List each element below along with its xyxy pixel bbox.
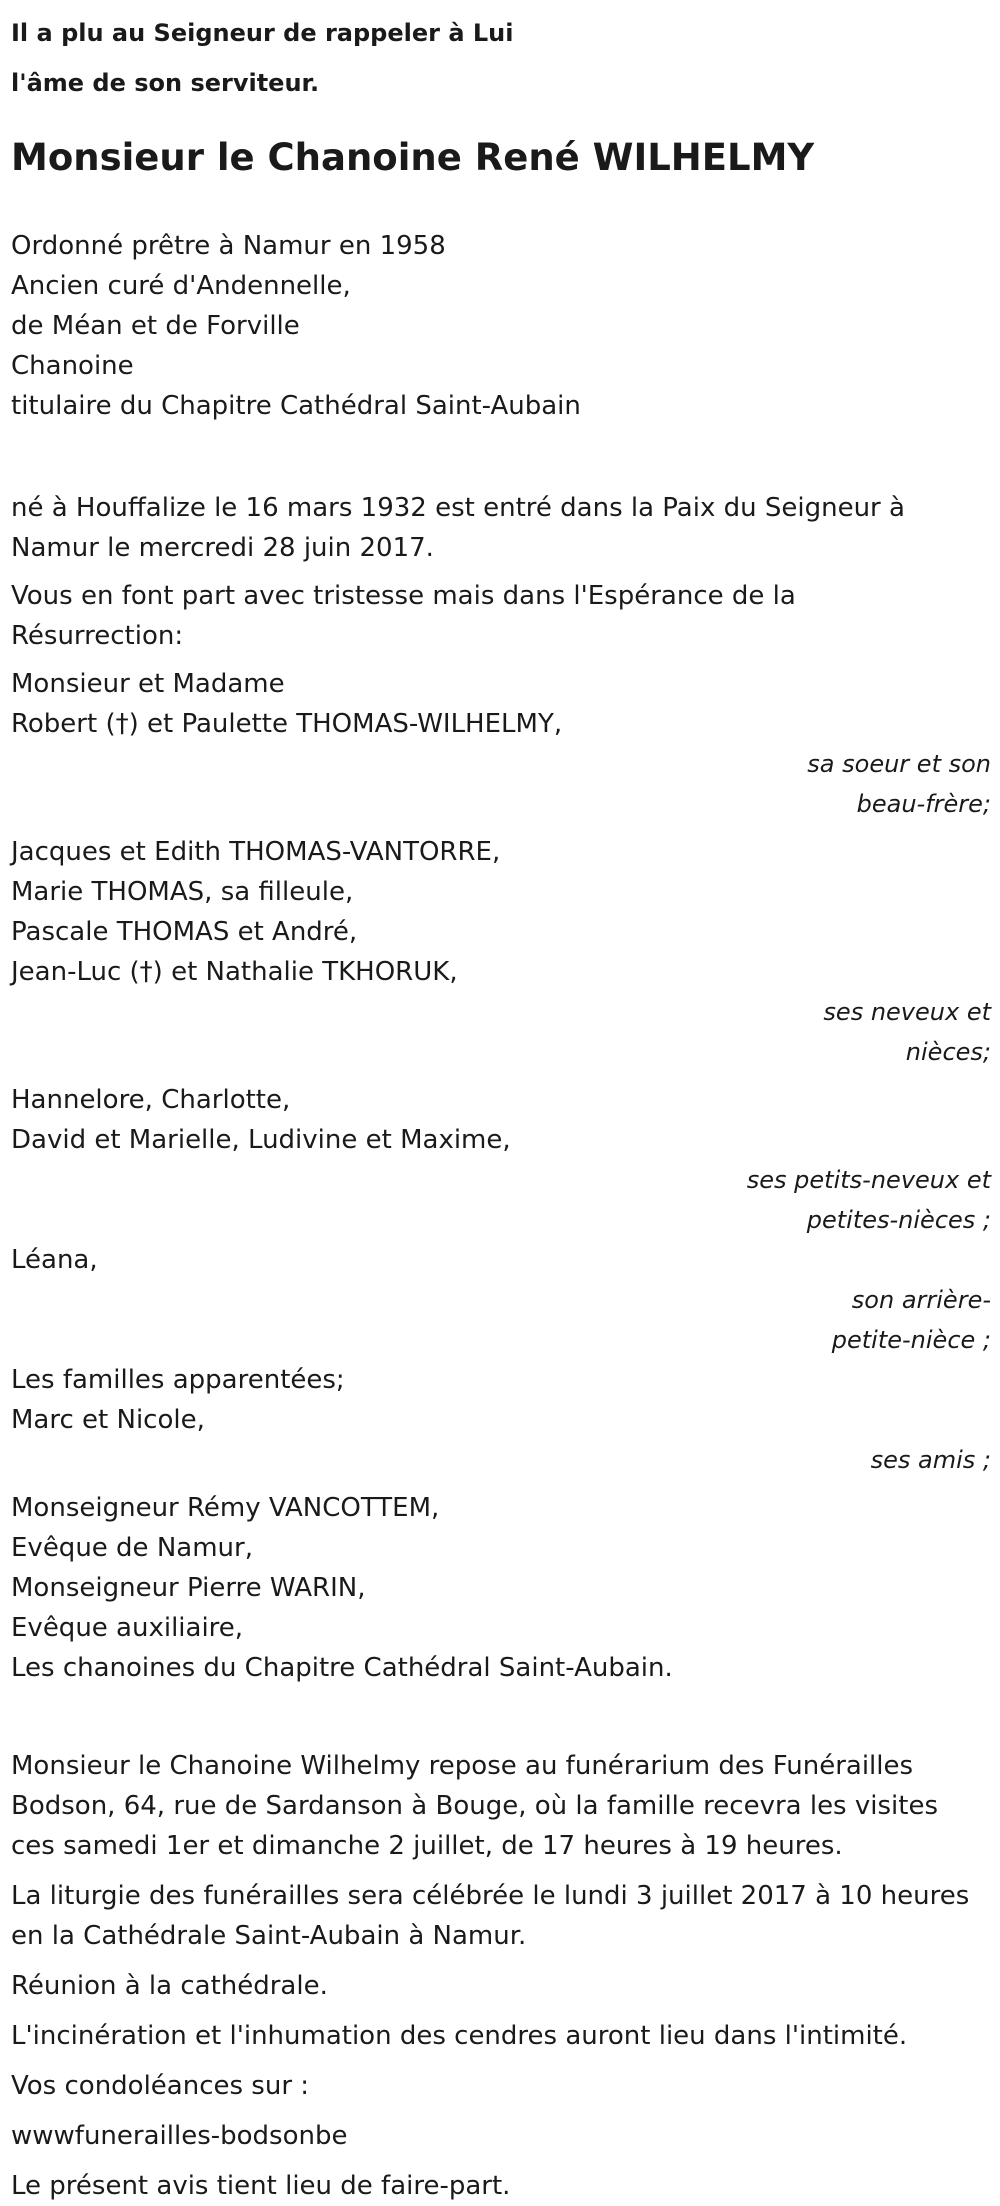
clergy-line: Monseigneur Pierre WARIN, xyxy=(11,1573,366,1603)
funerarium-block xyxy=(11,1746,990,1866)
liturgy-line: en la Cathédrale Saint-Aubain à Namur. xyxy=(11,1921,527,1951)
condolences-label: Vos condoléances sur : xyxy=(11,2071,310,2101)
family-group xyxy=(11,832,990,1072)
family-name-line: Marie THOMAS, sa filleule, xyxy=(11,877,354,907)
relation-line: nièces; xyxy=(905,1038,991,1066)
family-group xyxy=(11,1360,990,1480)
relation-line: beau-frère; xyxy=(856,790,991,818)
intro-line: l'âme de son serviteur. xyxy=(11,69,320,97)
family-group xyxy=(11,1080,990,1240)
family-name-line: Marc et Nicole, xyxy=(11,1405,205,1435)
clergy-line: Evêque auxiliaire, xyxy=(11,1613,244,1643)
relation-line: son arrière- xyxy=(851,1286,991,1314)
birth-death-block xyxy=(11,488,990,568)
family-name-line: Jean-Luc (†) et Nathalie TKHORUK, xyxy=(11,957,458,987)
closing-text: Le présent avis tient lieu de faire-part. xyxy=(11,2171,511,2201)
funerarium-line: Monsieur le Chanoine Wilhelmy repose au funérarium des Funérailles xyxy=(11,1751,914,1781)
status-line: titulaire du Chapitre Cathédral Saint-Aubain xyxy=(11,391,581,421)
website-link[interactable]: wwwfunerailles-bodsonbe xyxy=(11,2121,348,2151)
reunion-text: Réunion à la cathédrale. xyxy=(11,1971,328,2001)
incineration-text: L'incinération et l'inhumation des cendres auront lieu dans l'intimité. xyxy=(11,2021,908,2051)
status-block xyxy=(11,226,990,426)
relation-label xyxy=(11,744,991,824)
relation-line: ses amis ; xyxy=(870,1446,991,1474)
relation-line: petites-nièces ; xyxy=(806,1206,991,1234)
clergy-line: Les chanoines du Chapitre Cathédral Saint-Aubain. xyxy=(11,1653,673,1683)
relation-label xyxy=(11,1440,991,1480)
funerarium-line: Bodson, 64, rue de Sardanson à Bouge, où la famille recevra les visites xyxy=(11,1791,938,1821)
relation-line: petite-nièce ; xyxy=(831,1326,991,1354)
family-name-line: David et Marielle, Ludivine et Maxime, xyxy=(11,1125,511,1155)
relation-label xyxy=(11,992,991,1072)
intro-line: Il a plu au Seigneur de rappeler à Lui xyxy=(11,19,514,47)
clergy-block xyxy=(11,1488,990,1688)
relation-label xyxy=(11,1280,991,1360)
family-name-line: Pascale THOMAS et André, xyxy=(11,917,358,947)
family-group xyxy=(11,1240,990,1360)
family-group xyxy=(11,664,990,824)
status-line: Ancien curé d'Andennelle, xyxy=(11,271,351,301)
liturgy-line: La liturgie des funérailles sera célébrée le lundi 3 juillet 2017 à 10 heures xyxy=(11,1881,970,1911)
clergy-line: Evêque de Namur, xyxy=(11,1533,253,1563)
relation-line: ses petits-neveux et xyxy=(746,1166,991,1194)
status-line: Chanoine xyxy=(11,351,134,381)
announcement-line: Résurrection: xyxy=(11,621,184,651)
clergy-line: Monseigneur Rémy VANCOTTEM, xyxy=(11,1493,440,1523)
relation-label xyxy=(11,1160,991,1240)
intro xyxy=(11,0,990,108)
relation-line: sa soeur et son xyxy=(807,750,991,778)
funerarium-line: ces samedi 1er et dimanche 2 juillet, de 17 heures à 19 heures. xyxy=(11,1831,843,1861)
family-name-line: Hannelore, Charlotte, xyxy=(11,1085,291,1115)
birth-death-line: Namur le mercredi 28 juin 2017. xyxy=(11,533,434,563)
family-name-line: Jacques et Edith THOMAS-VANTORRE, xyxy=(11,837,501,867)
family-name-line: Léana, xyxy=(11,1245,98,1275)
status-line: Ordonné prêtre à Namur en 1958 xyxy=(11,231,446,261)
deceased-name: Monsieur le Chanoine René WILHELMY xyxy=(11,136,815,179)
liturgy-block xyxy=(11,1876,990,1956)
relation-line: ses neveux et xyxy=(823,998,991,1026)
family-name-line: Robert (†) et Paulette THOMAS-WILHELMY, xyxy=(11,709,563,739)
announcement-line: Vous en font part avec tristesse mais dans l'Espérance de la xyxy=(11,581,796,611)
family-name-line: Les familles apparentées; xyxy=(11,1365,345,1395)
birth-death-line: né à Houffalize le 16 mars 1932 est entré dans la Paix du Seigneur à xyxy=(11,493,905,523)
family-name-line: Monsieur et Madame xyxy=(11,669,285,699)
status-line: de Méan et de Forville xyxy=(11,311,300,341)
announcement-block xyxy=(11,576,990,656)
